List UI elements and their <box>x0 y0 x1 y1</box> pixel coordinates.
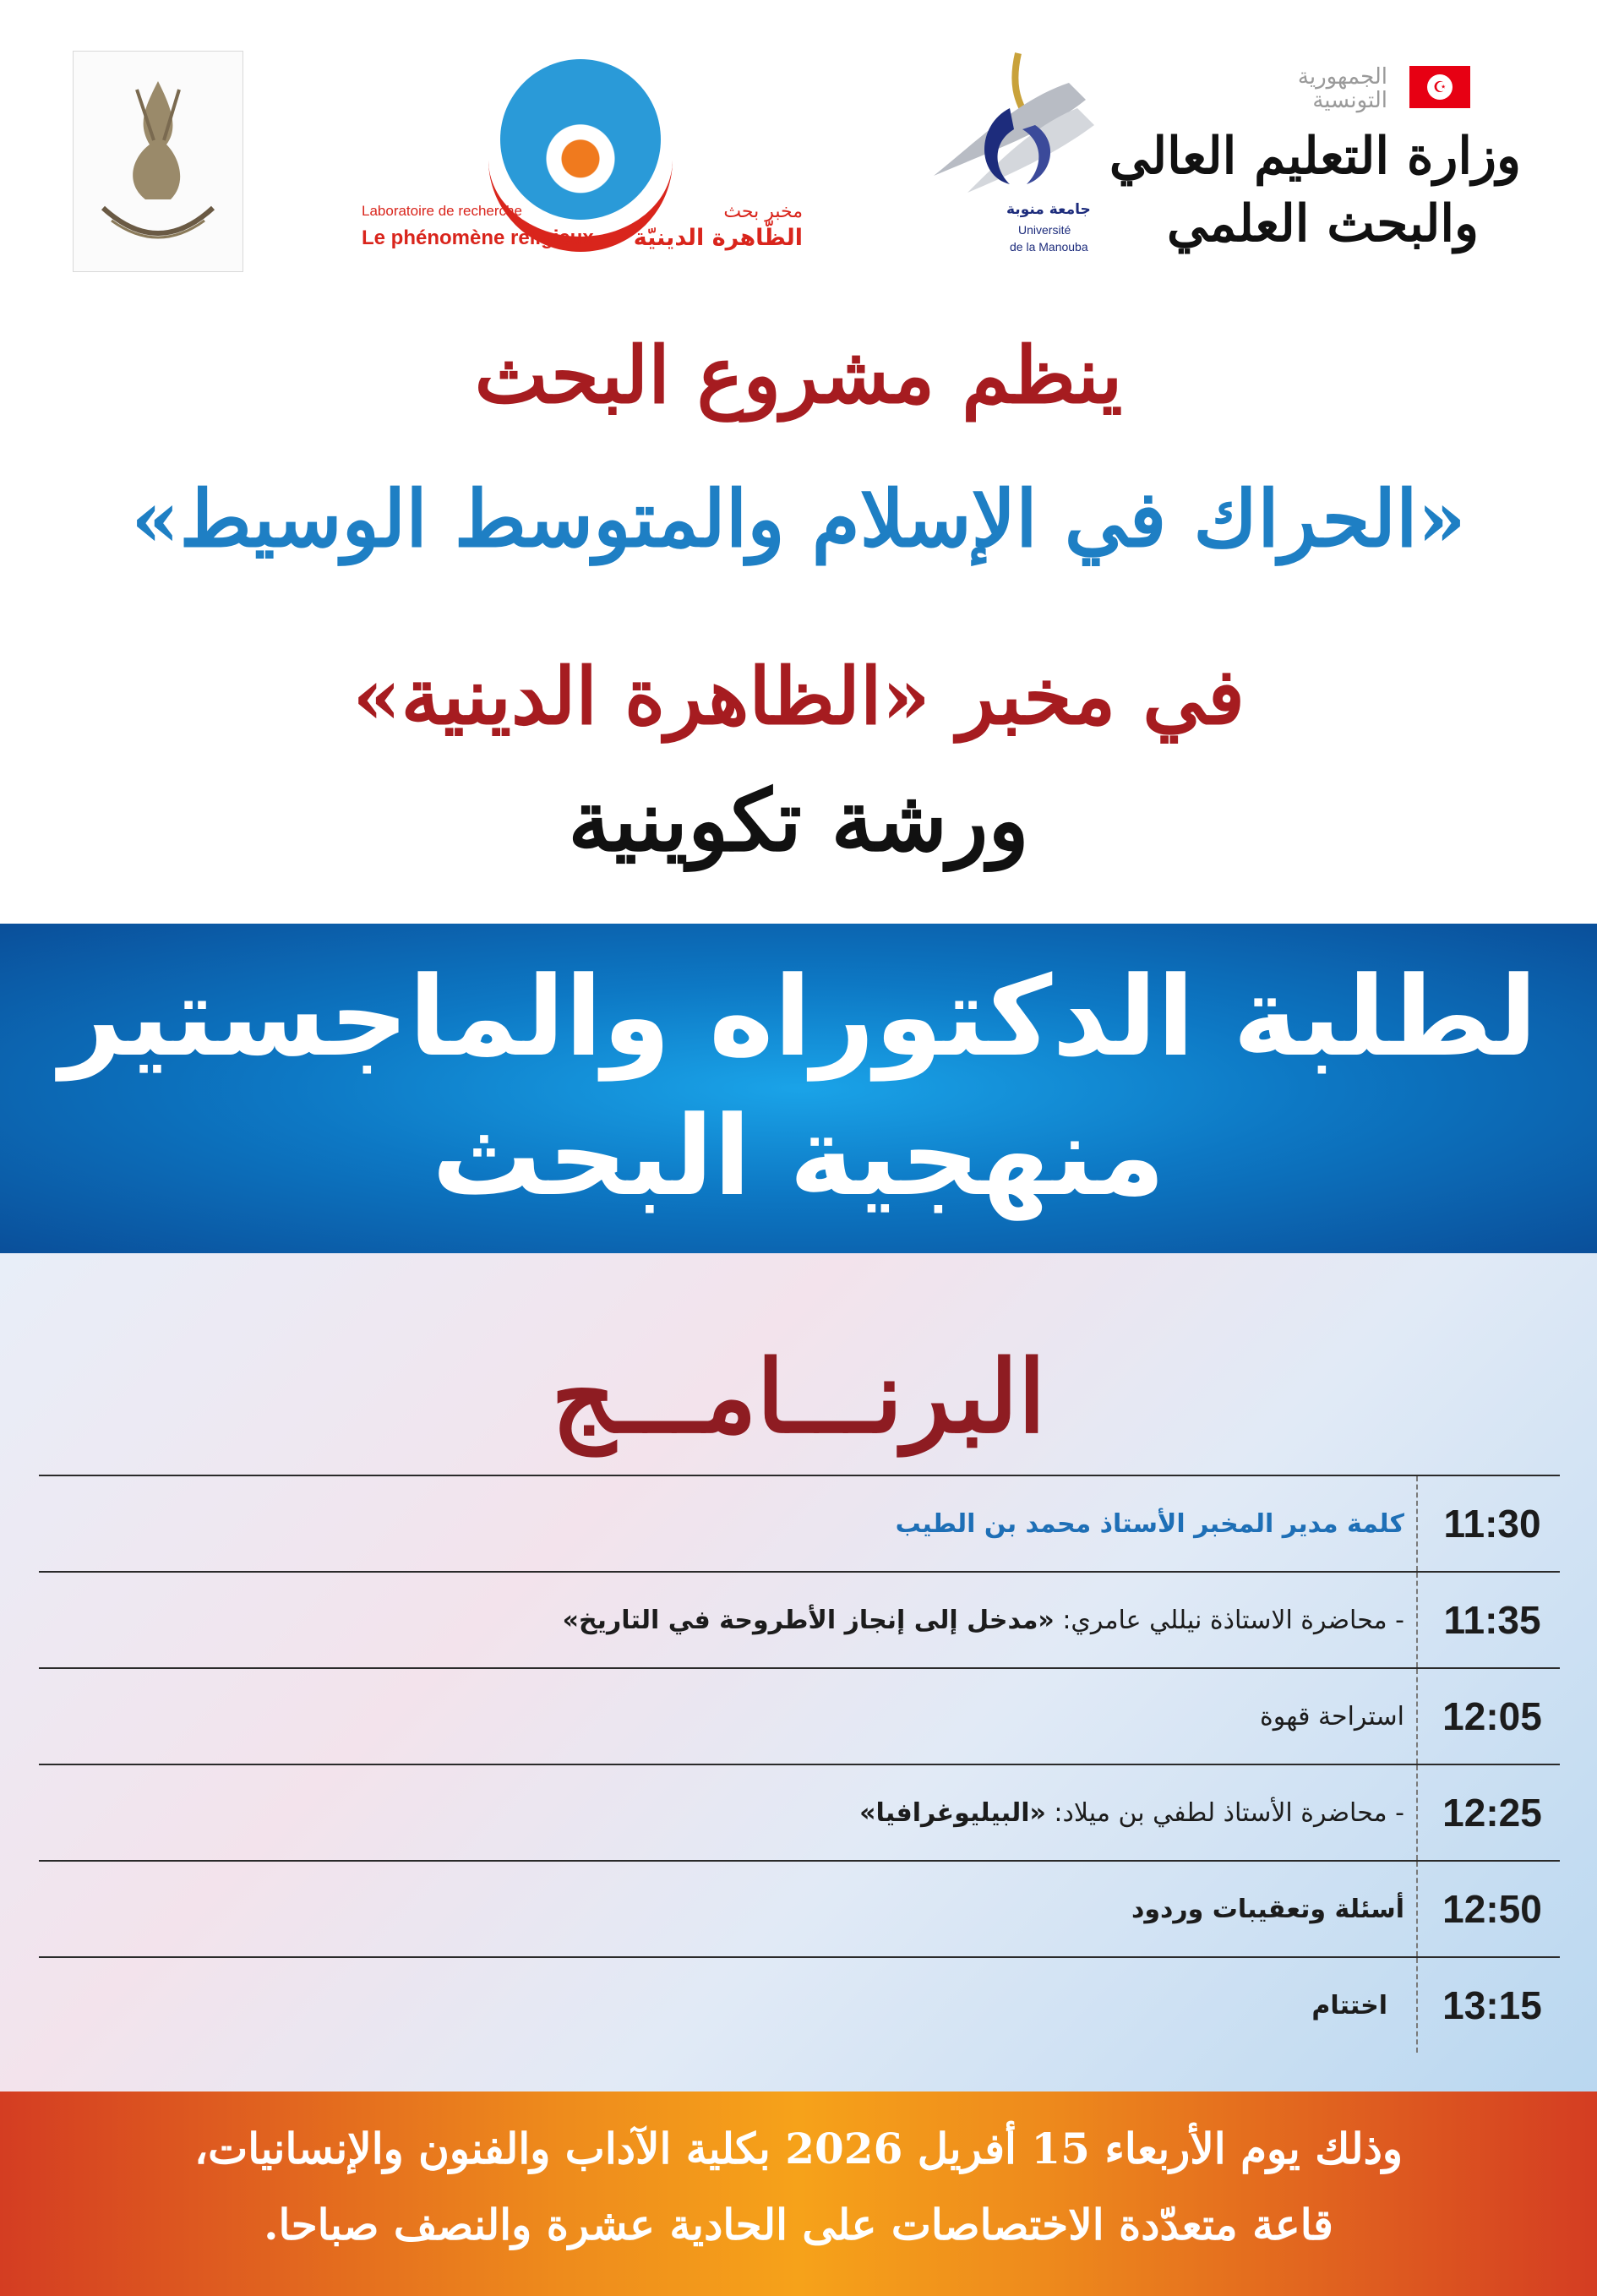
republic-line1: الجمهورية <box>1297 64 1387 90</box>
lab-title: في مخبر «الظاهرة الدينية» <box>352 651 1245 742</box>
row-divider <box>1416 1573 1418 1667</box>
tunisia-flag-icon: ☪ <box>1409 66 1470 108</box>
university-fr-line1: Université <box>1018 223 1071 237</box>
topic-line: منهجية البحث <box>432 1092 1165 1220</box>
row-time: 11:35 <box>1443 1598 1541 1642</box>
row-divider <box>1416 1476 1418 1571</box>
lab-ar-line1: مخبر بحث <box>723 201 803 222</box>
row-text: استراحة قهوة <box>1260 1701 1404 1732</box>
event-date-venue: وذلك يوم الأربعاء 15 أفريل 2026 بكلية الآداب والفنون والإنسانيات، <box>194 2124 1403 2173</box>
lab-fr-line1: Laboratoire de recherche <box>362 203 522 219</box>
lab-logo <box>355 59 811 270</box>
project-title: «الحراك في الإسلام والمتوسط الوسيط» <box>130 473 1467 564</box>
row-text: اختتام <box>1311 1990 1387 2021</box>
ministry-name-line2: والبحث العلمي <box>1166 194 1479 254</box>
audience-line: لطلبة الدكتوراه والماجستير <box>59 952 1538 1081</box>
manouba-emblem-icon <box>917 49 1111 201</box>
university-logo <box>917 49 1111 277</box>
ministry-logo <box>1109 59 1521 262</box>
table-row <box>39 1764 1560 1860</box>
row-lecture-title: «البيليوغرافيا» <box>859 1797 1046 1828</box>
row-time: 12:05 <box>1442 1694 1542 1738</box>
lab-emblem-icon <box>500 59 661 220</box>
event-details-footer <box>0 2091 1597 2296</box>
organizer-title: ينظم مشروع البحث <box>474 330 1123 421</box>
row-divider <box>1416 1669 1418 1764</box>
lab-fr-line2: Le phénomène religieux <box>362 226 594 249</box>
row-description <box>52 1862 1404 1956</box>
row-speaker: - محاضرة الأستاذ لطفي بن ميلاد: <box>1054 1797 1404 1828</box>
row-time: 11:30 <box>1443 1502 1541 1546</box>
university-fr-line2: de la Manouba <box>1010 240 1088 254</box>
event-room-time: قاعة متعدّدة الاختصاصات على الحادية عشرة والنصف صباحا. <box>264 2200 1333 2250</box>
row-text: أسئلة وتعقيبات وردود <box>1131 1894 1404 1924</box>
row-time: 12:25 <box>1442 1791 1542 1835</box>
lab-ar-line2: الظّاهرة الدينيّة <box>633 225 803 251</box>
university-ar-name: جامعة منوبة <box>1006 201 1091 218</box>
row-divider <box>1416 1765 1418 1860</box>
row-description <box>52 1476 1404 1571</box>
row-divider <box>1416 1958 1418 2053</box>
table-row <box>39 1956 1560 2053</box>
audience-banner <box>0 924 1597 1253</box>
row-time: 12:50 <box>1442 1887 1542 1931</box>
header-logos <box>0 0 1597 321</box>
ministry-name-line1: وزارة التعليم العالي <box>1109 127 1521 186</box>
row-divider <box>1416 1862 1418 1956</box>
row-description <box>52 1765 1404 1860</box>
faculty-calligraphy-emblem-icon <box>86 64 230 259</box>
table-row <box>39 1667 1560 1764</box>
row-description <box>52 1958 1404 2053</box>
workshop-title: ورشة تكوينية <box>568 771 1029 870</box>
table-row <box>39 1571 1560 1667</box>
table-row <box>39 1475 1560 1571</box>
row-lecture-title: «مدخل إلى إنجاز الأطروحة في التاريخ» <box>562 1605 1055 1635</box>
program-table <box>39 1475 1560 2053</box>
republic-line2: التونسية <box>1312 88 1387 113</box>
row-description <box>52 1573 1404 1667</box>
table-row <box>39 1860 1560 1956</box>
program-heading: البرنـــامـــج <box>551 1338 1046 1455</box>
program-section <box>0 1253 1597 2091</box>
row-text: كلمة مدير المخبر الأستاذ محمد بن الطيب <box>895 1508 1404 1539</box>
faculty-logo <box>73 51 243 272</box>
row-description <box>52 1669 1404 1764</box>
row-time: 13:15 <box>1442 1983 1542 2027</box>
row-speaker: - محاضرة الاستاذة نيللي عامري: <box>1062 1605 1404 1635</box>
